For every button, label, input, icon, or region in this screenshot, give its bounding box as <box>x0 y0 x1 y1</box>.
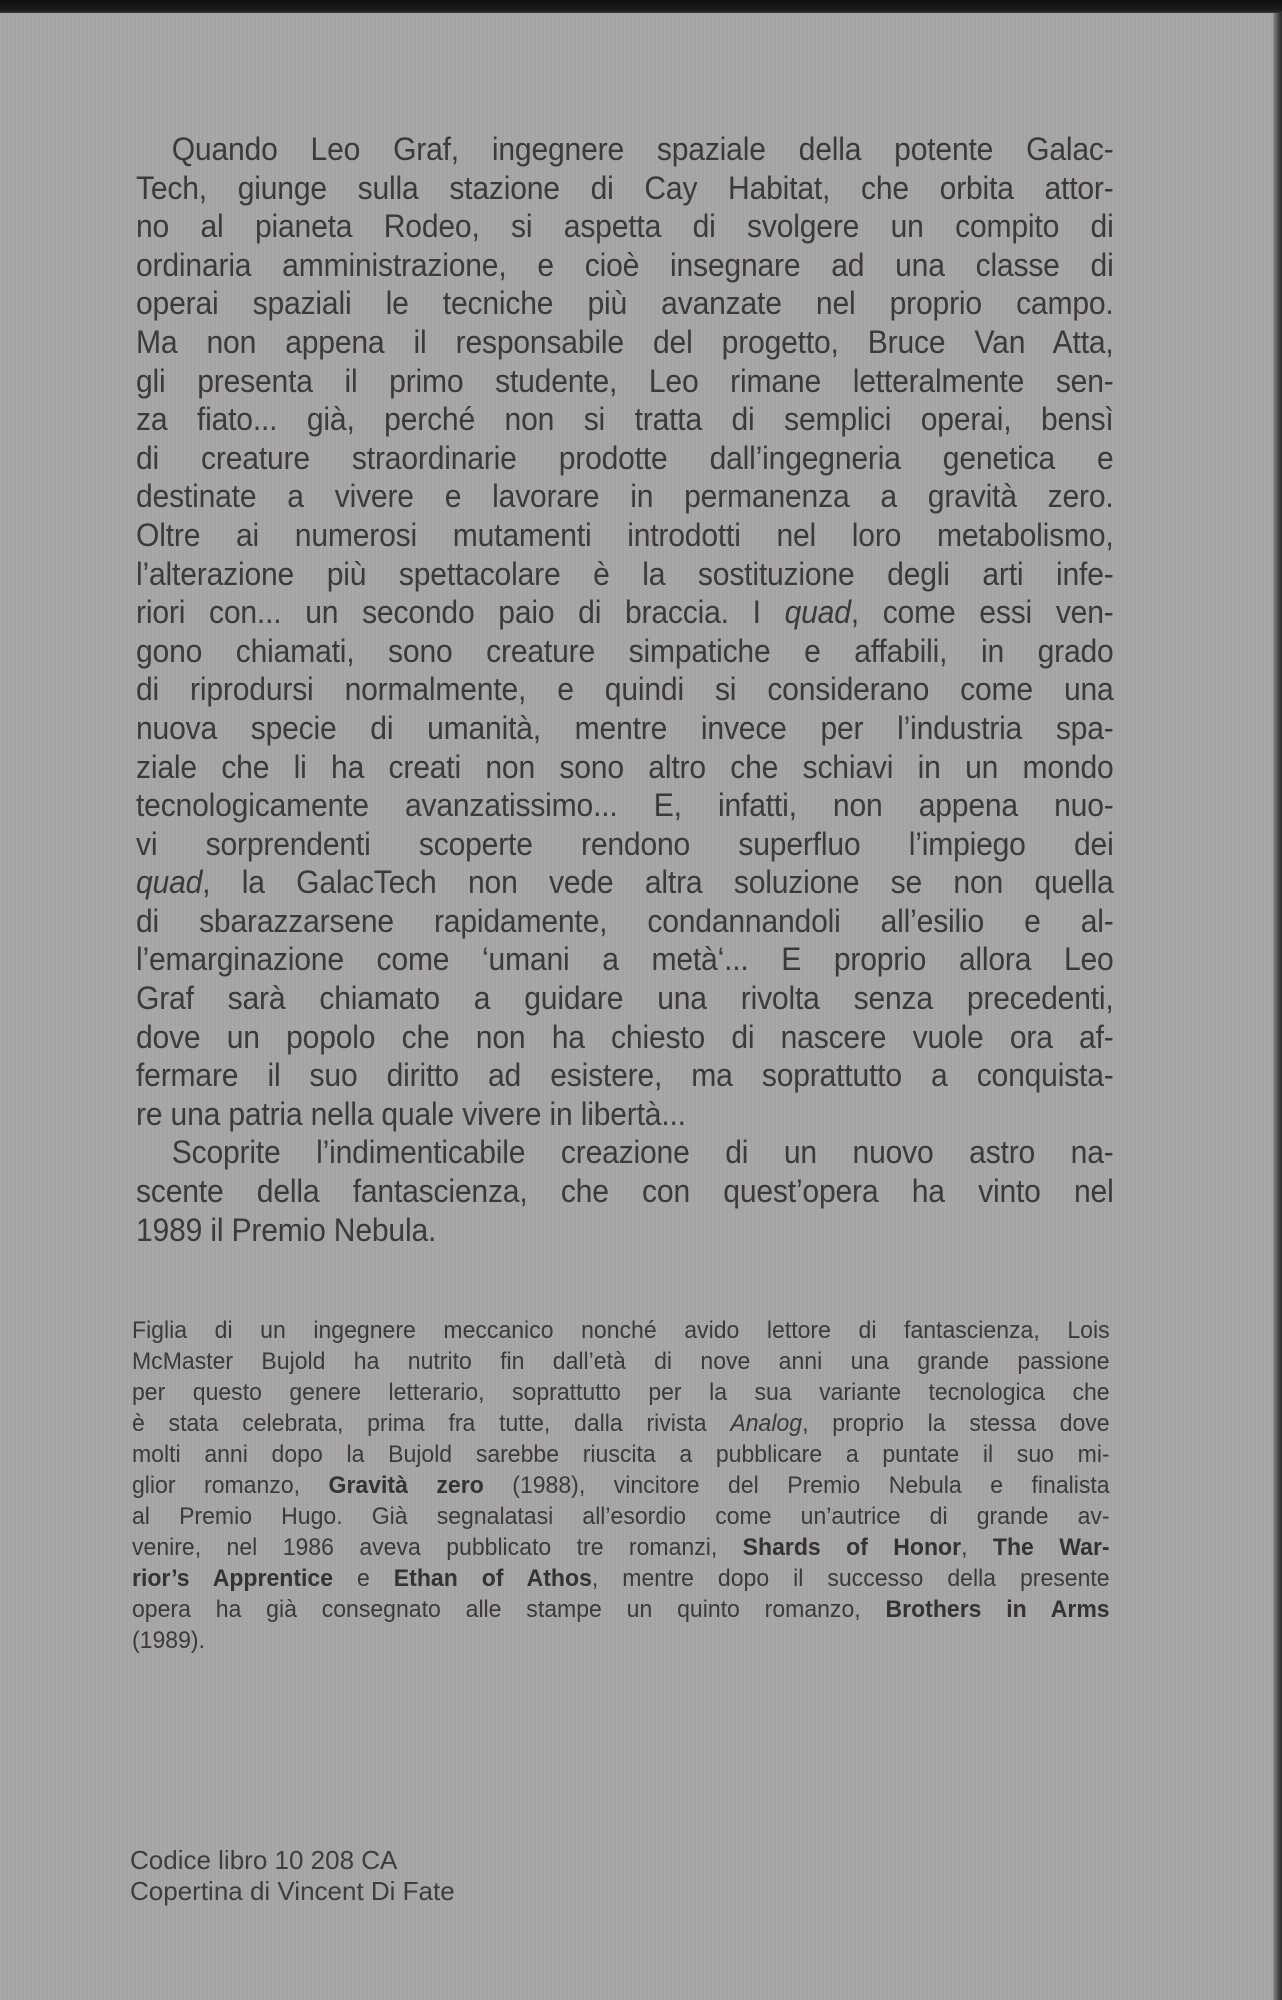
bio-line <box>132 1408 1110 1439</box>
blurb-line: fermare il suo diritto ad esistere, ma soprattutto a conquista- <box>136 1057 1114 1094</box>
blurb-line: ziale che li ha creati non sono altro che schiavi in un mondo <box>136 748 1114 785</box>
blurb-line: di creature straordinarie prodotte dall’ingegneria genetica e <box>136 439 1114 476</box>
book-title: The War- <box>992 1534 1110 1561</box>
book-title: Gravità zero <box>328 1472 484 1499</box>
blurb-line <box>136 863 1114 902</box>
blurb-line: gono chiamati, sono creature simpatiche e affabili, in grado <box>136 632 1114 669</box>
text-segment: (1988), vincitore del Premio Nebula e finalista <box>483 1472 1110 1499</box>
blurb-line: Ma non appena il responsabile del progetto, Bruce Van Atta, <box>136 323 1114 360</box>
author-bio <box>132 1315 1110 1656</box>
blurb-line: l’alterazione più spettacolare è la sostituzione degli arti infe- <box>136 555 1114 592</box>
bio-line <box>132 1532 1110 1563</box>
text-segment: , come essi ven- <box>850 594 1114 631</box>
blurb-line: no al pianeta Rodeo, si aspetta di svolgere un compito di <box>136 208 1114 245</box>
blurb-line: 1989 il Premio Nebula. <box>136 1211 437 1248</box>
text-segment: glior romanzo, <box>132 1472 329 1499</box>
blurb-line: Tech, giunge sulla stazione di Cay Habitat, che orbita attor- <box>136 169 1114 206</box>
bio-line: per questo genere letterario, soprattutto per la sua variante tecnologica che <box>132 1379 1110 1406</box>
bio-line <box>132 1594 1110 1625</box>
text-segment: , la GalacTech non vede altra soluzione se non quella <box>202 864 1114 901</box>
blurb-line: l’emarginazione come ‘umani a metà‘... E proprio allora Leo <box>136 941 1114 978</box>
blurb-line: di sbarazzarsene rapidamente, condannandoli all’esilio e al- <box>136 902 1114 939</box>
blurb-line: scente della fantascienza, che con quest’opera ha vinto nel <box>136 1173 1114 1210</box>
blurb-line: Graf sarà chiamato a guidare una rivolta senza precedenti, <box>136 980 1114 1017</box>
blurb-line: ordinaria amministrazione, e cioè insegnare ad una classe di <box>136 246 1114 283</box>
text-segment: , proprio la stessa dove <box>802 1410 1110 1437</box>
blurb-line: vi sorprendenti scoperte rendono superfluo l’impiego dei <box>136 825 1114 862</box>
text-segment: e <box>333 1565 394 1592</box>
book-title: Brothers in Arms <box>885 1596 1110 1623</box>
top-dark-band <box>0 0 1282 13</box>
bio-line <box>132 1470 1110 1501</box>
text-segment: , <box>961 1534 993 1561</box>
text-segment: riori con... un secondo paio di braccia. I <box>136 594 785 631</box>
blurb-line: gli presenta il primo studente, Leo rimane letteralmente sen- <box>136 362 1114 399</box>
text-segment: opera ha già consegnato alle stampe un quinto romanzo, <box>132 1596 886 1623</box>
bio-line <box>132 1563 1110 1594</box>
blurb-line: Scoprite l’indimenticabile creazione di un nuovo astro na- <box>171 1134 1114 1171</box>
bio-line: McMaster Bujold ha nutrito fin dall’età di nove anni una grande passione <box>132 1348 1110 1375</box>
quad-term: quad <box>136 864 203 901</box>
blurb-line <box>136 593 1114 632</box>
blurb-line: destinate a vivere e lavorare in permanenza a gravità zero. <box>136 478 1114 515</box>
text-segment: venire, nel 1986 aveva pubblicato tre romanzi, <box>132 1534 743 1561</box>
book-title: Ethan of Athos <box>393 1565 592 1592</box>
blurb-line: za fiato... già, perché non si tratta di semplici operai, bensì <box>136 401 1114 438</box>
blurb-line: operai spaziali le tecniche più avanzate nel proprio campo. <box>136 285 1114 322</box>
bio-line: al Premio Hugo. Già segnalatasi all’esordio come un’autrice di grande av- <box>132 1503 1110 1530</box>
blurb-line: re una patria nella quale vivere in libertà... <box>136 1095 686 1132</box>
blurb-line: dove un popolo che non ha chiesto di nascere vuole ora af- <box>136 1018 1114 1055</box>
bio-line: Figlia di un ingegnere meccanico nonché avido lettore di fantascienza, Lois <box>132 1317 1110 1344</box>
bio-line: molti anni dopo la Bujold sarebbe riuscita a pubblicare a puntate il suo mi- <box>132 1441 1110 1468</box>
magazine-title: Analog <box>730 1410 803 1437</box>
right-edge-shadow <box>1273 13 1282 2000</box>
blurb-line: Oltre ai numerosi mutamenti introdotti nel loro metabolismo, <box>136 516 1114 553</box>
blurb-line: di riprodursi normalmente, e quindi si considerano come una <box>136 671 1114 708</box>
blurb-line: Quando Leo Graf, ingegnere spaziale della potente Galac- <box>171 131 1114 167</box>
blurb-line: tecnologicamente avanzatissimo... E, infatti, non appena nuo- <box>136 787 1114 824</box>
synopsis-blurb <box>136 130 1114 1249</box>
text-segment: , mentre dopo il successo della presente <box>591 1565 1110 1592</box>
book-code: Codice libro 10 208 CA <box>130 1845 398 1875</box>
quad-term: quad <box>784 594 851 631</box>
book-title: Shards of Honor <box>742 1534 962 1561</box>
book-title: rior’s Apprentice <box>132 1565 334 1592</box>
credits-block <box>130 1845 455 1907</box>
bio-line: (1989). <box>132 1627 205 1654</box>
text-segment: è stata celebrata, prima fra tutte, dalla rivista <box>132 1410 731 1437</box>
blurb-line: nuova specie di umanità, mentre invece per l’industria spa- <box>136 709 1114 746</box>
cover-artist-credit: Copertina di Vincent Di Fate <box>130 1876 455 1906</box>
